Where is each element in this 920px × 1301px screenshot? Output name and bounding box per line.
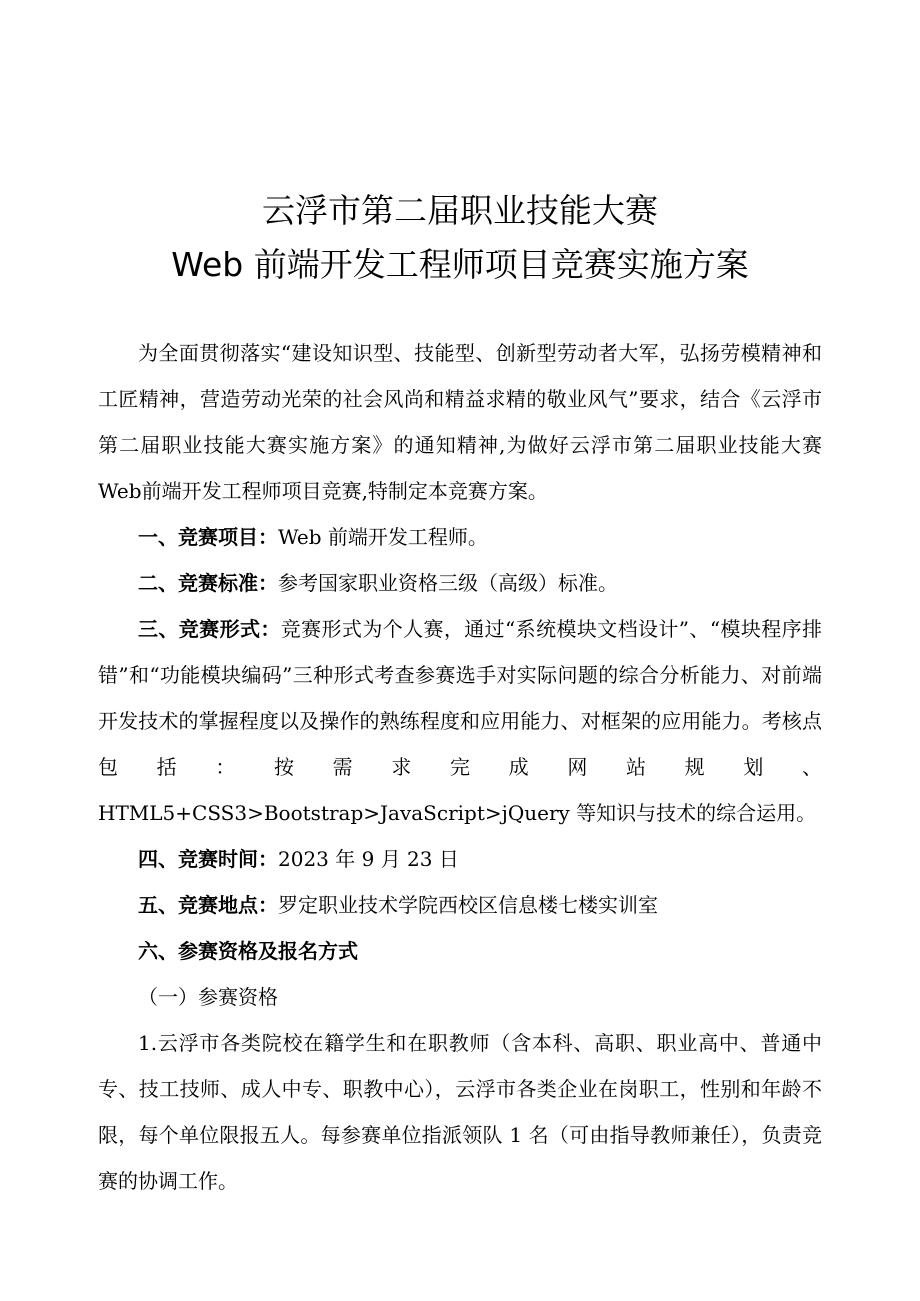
section-3-heading: 三、竞赛形式： bbox=[138, 617, 281, 641]
intro-paragraph: 为全面贯彻落实“建设知识型、技能型、创新型劳动者大军，弘扬劳模精神和工匠精神，营造劳动光荣的社会风尚和精益求精的敬业风气”要求，结合《云浮市第二届职业技能大赛实施方案》的通知精神,为做好云浮市第二届职业技能大赛Web前端开发工程师项目竞赛,特制定本竞赛方案。 bbox=[98, 341, 822, 503]
section-4-text: 2023 年 9 月 23 日 bbox=[278, 847, 459, 871]
section-3-text: 竞赛形式为个人赛，通过“系统模块文档设计”、“模块程序排错”和“功能模块编码”三种形式考查参赛选手对实际问题的综合分析能力、对前端开发技术的掌握程度以及操作的熟练程度和应用能力、对框架的应用能力。考核点包括：按需求完成网站规划、HTML5+CSS3>Bootstrap>JavaScript>jQuery 等知识与技术的综合运用。 bbox=[98, 617, 822, 825]
item-1-paragraph: 1.云浮市各类院校在籍学生和在职教师（含本科、高职、职业高中、普通中专、技工技师、成人中专、职教中心），云浮市各类企业在岗职工，性别和年龄不限，每个单位限报五人。每参赛单位指派领队 1 名（可由指导教师兼任），负责竞赛的协调工作。 bbox=[98, 1031, 822, 1193]
document-body bbox=[98, 330, 822, 1204]
section-4 bbox=[98, 836, 822, 882]
section-1-heading: 一、竞赛项目： bbox=[138, 525, 278, 549]
section-4-heading: 四、竞赛时间： bbox=[138, 847, 278, 871]
section-2-text: 参考国家职业资格三级（高级）标准。 bbox=[278, 571, 618, 595]
subsection-heading: （一）参赛资格 bbox=[138, 985, 278, 1009]
section-5-text: 罗定职业技术学院西校区信息楼七楼实训室 bbox=[278, 893, 658, 917]
document-title-line2: Web 前端开发工程师项目竞赛实施方案 bbox=[171, 245, 749, 284]
section-3 bbox=[98, 606, 822, 836]
section-1 bbox=[98, 514, 822, 560]
section-6-heading: 六、参赛资格及报名方式 bbox=[138, 939, 358, 963]
section-6 bbox=[98, 928, 822, 974]
section-2 bbox=[98, 560, 822, 606]
section-5-heading: 五、竞赛地点： bbox=[138, 893, 278, 917]
section-2-heading: 二、竞赛标准： bbox=[138, 571, 278, 595]
document-title-line1: 云浮市第二届职业技能大赛 bbox=[262, 191, 658, 230]
section-5 bbox=[98, 882, 822, 928]
section-1-text: Web 前端开发工程师。 bbox=[278, 525, 488, 549]
